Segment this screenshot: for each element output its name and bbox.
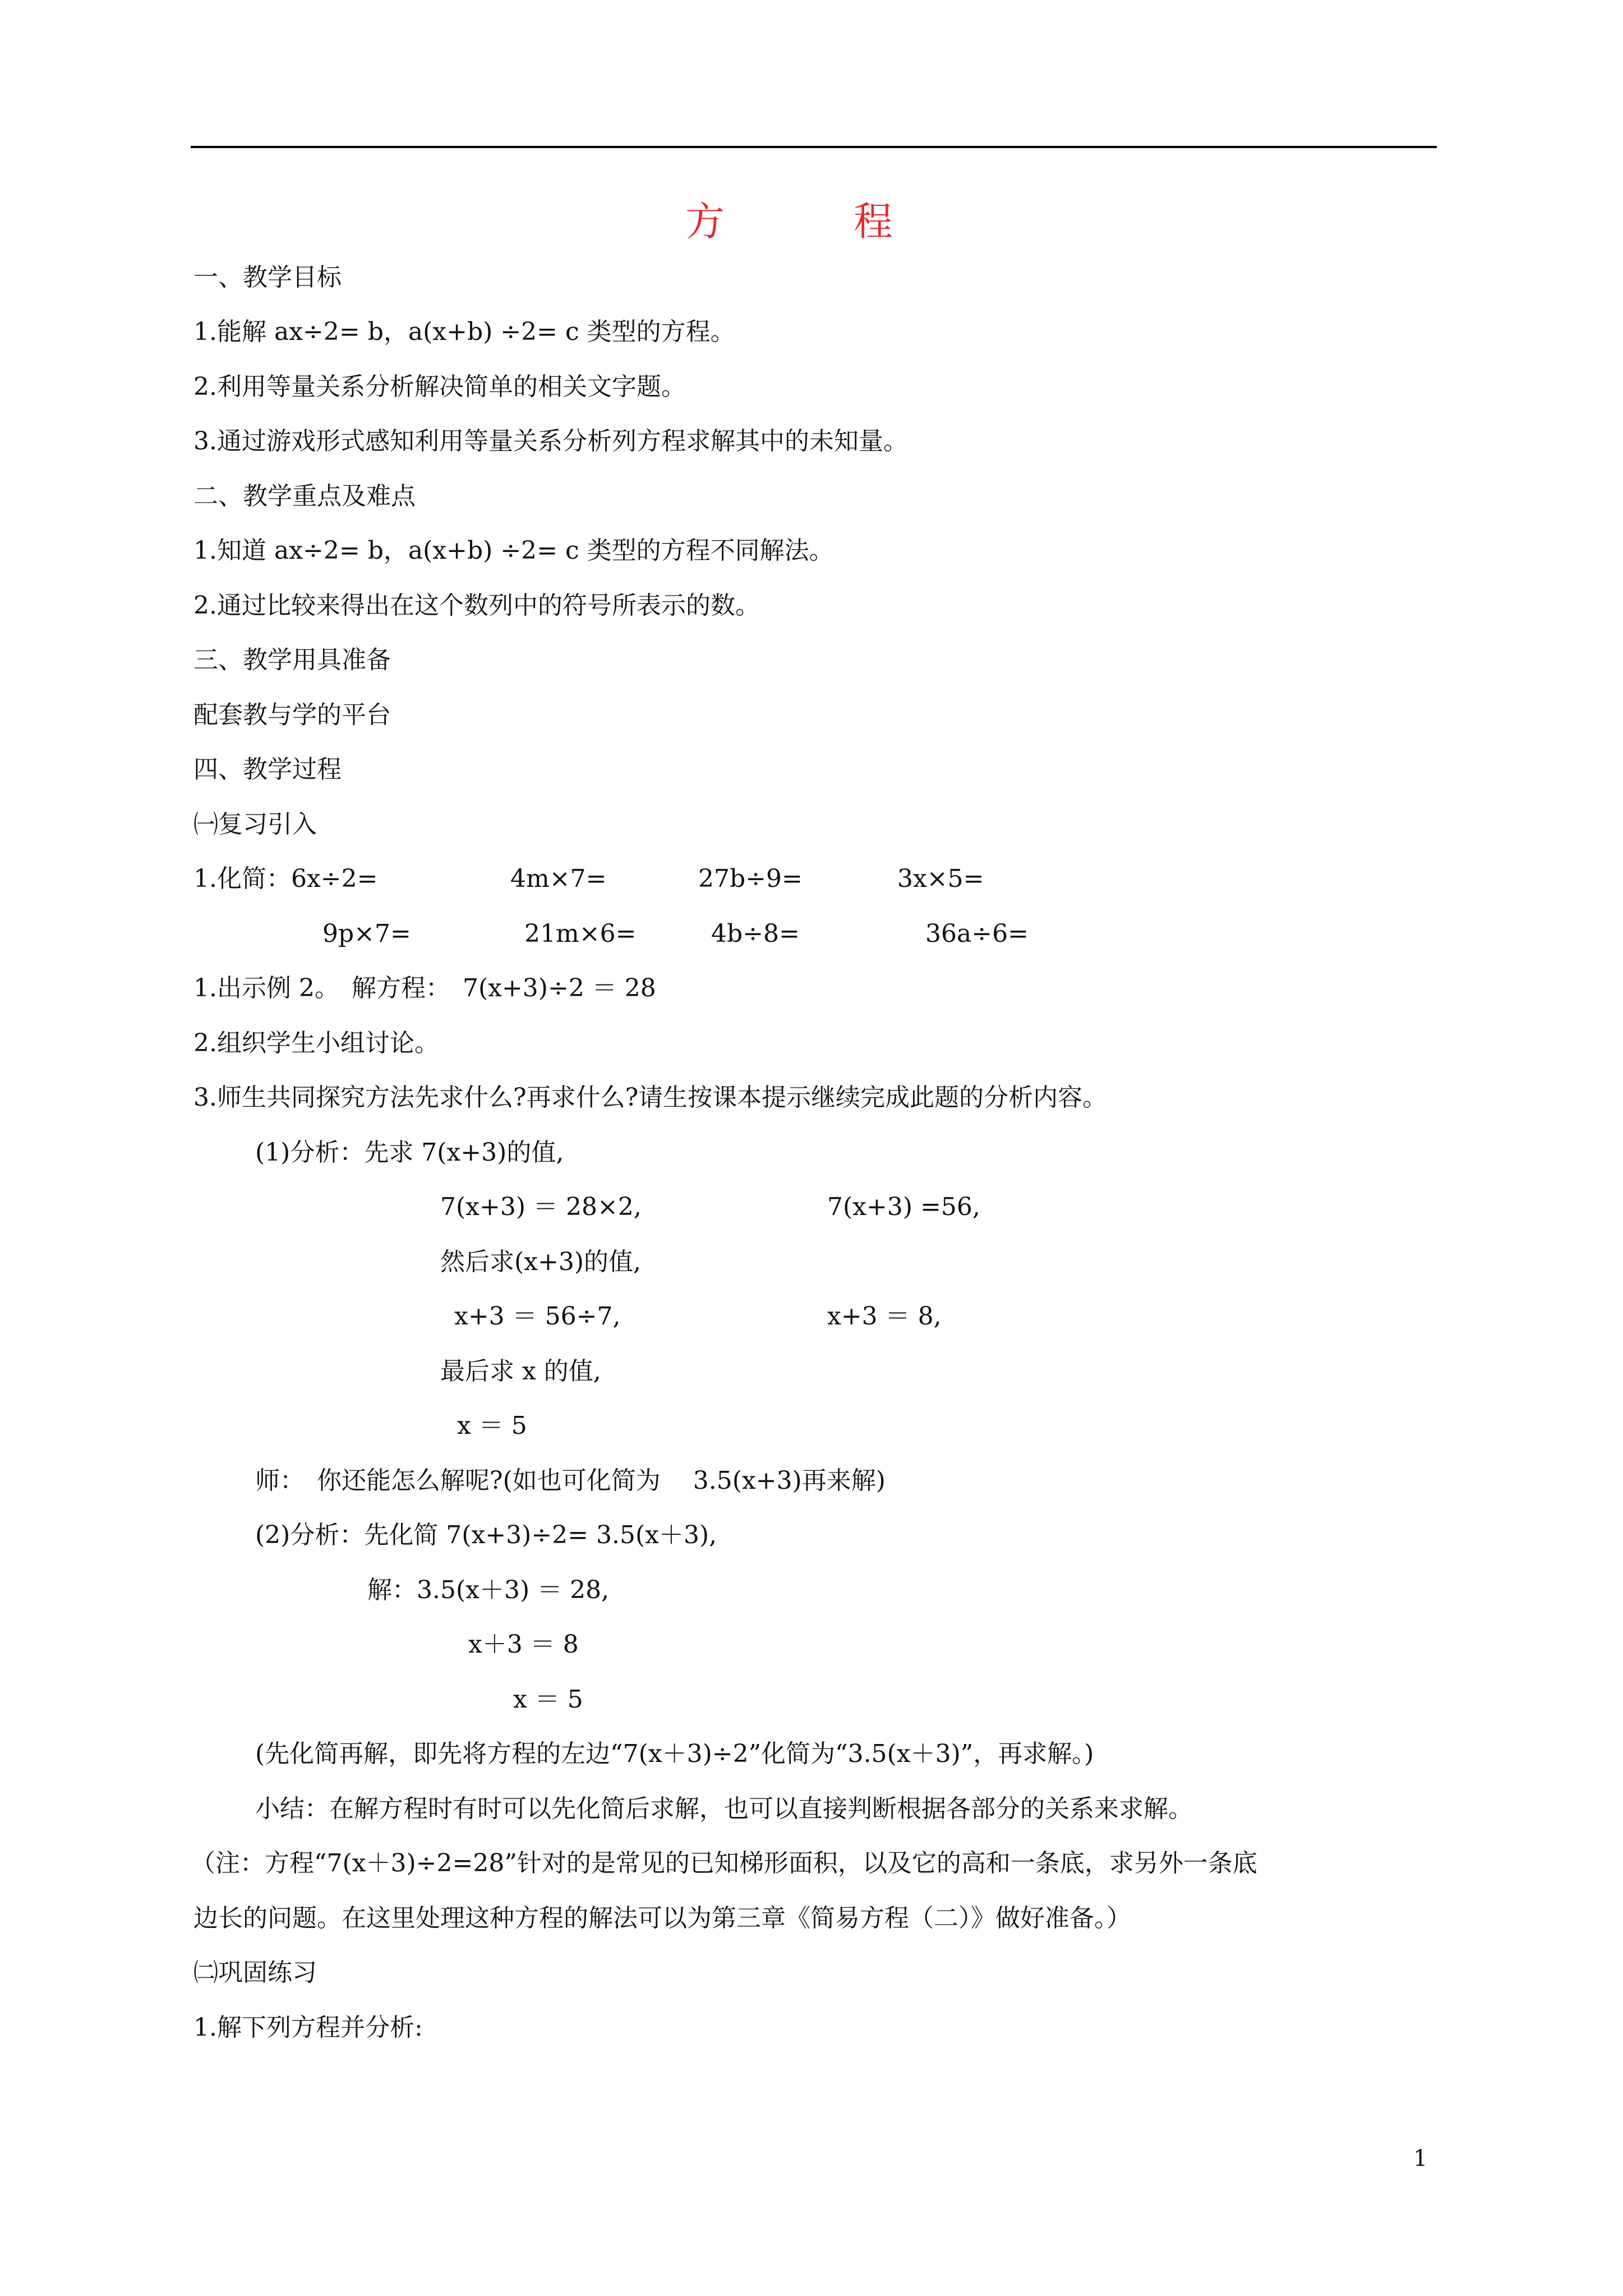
summary: 小结：在解方程时有时可以先化简后求解，也可以直接判断根据各部分的关系来求解。 bbox=[255, 1795, 1193, 1823]
simplify-expression: 21m×6= bbox=[524, 919, 637, 948]
section-heading-key-points: 二、教学重点及难点 bbox=[193, 482, 416, 510]
section-heading-tools: 三、教学用具准备 bbox=[193, 646, 391, 674]
section-heading-process: 四、教学过程 bbox=[193, 755, 342, 784]
note-line-1: （注：方程“7(x＋3)÷2=28”针对的是常见的已知梯形面积，以及它的高和一条底，求另外一条底 bbox=[191, 1849, 1257, 1878]
tools-text: 配套教与学的平台 bbox=[193, 701, 391, 729]
analysis-1: (1)分析：先求 7(x+3)的值, bbox=[255, 1138, 564, 1167]
page-number: 1 bbox=[1413, 2146, 1428, 2171]
step-line: x+3 ＝ 8, bbox=[827, 1302, 942, 1331]
section-heading-goals: 一、教学目标 bbox=[193, 263, 342, 292]
step-line: 最后求 x 的值, bbox=[440, 1357, 601, 1386]
step-line: x+3 ＝ 56÷7, bbox=[454, 1302, 621, 1331]
key-point-1: 1.知道 ax÷2= b，a(x+b) ÷2= c 类型的方程不同解法。 bbox=[193, 536, 834, 565]
simplify-expression: 3x×5= bbox=[897, 864, 984, 893]
simplify-note: (先化简再解，即先将方程的左边“7(x＋3)÷2”化简为“3.5(x＋3)”，再求解。) bbox=[255, 1740, 1094, 1768]
example-line-2: 2.组织学生小组讨论。 bbox=[193, 1029, 439, 1057]
simplify-expression: 9p×7= bbox=[322, 919, 411, 948]
page-title: 方 程 bbox=[685, 199, 938, 245]
note-line-2: 边长的问题。在这里处理这种方程的解法可以为第三章《简易方程（二）》做好准备。） bbox=[193, 1904, 1131, 1932]
step-line: 7(x+3) =56, bbox=[827, 1193, 980, 1221]
step-line: x ＝ 5 bbox=[457, 1411, 527, 1440]
subsection-practice: ㈡巩固练习 bbox=[193, 1958, 317, 1987]
simplify-expression: 4m×7= bbox=[510, 864, 607, 893]
header-rule bbox=[191, 146, 1437, 148]
simplify-label: 1.化简：6x÷2= bbox=[193, 864, 378, 893]
subsection-review: ㈠复习引入 bbox=[193, 810, 317, 839]
practice-line-1: 1.解下列方程并分析: bbox=[193, 2013, 423, 2042]
key-point-2: 2.通过比较来得出在这个数列中的符号所表示的数。 bbox=[193, 591, 760, 620]
step-line: 7(x+3) ＝ 28×2, bbox=[440, 1193, 642, 1221]
analysis-2: (2)分析：先化简 7(x+3)÷2= 3.5(x＋3), bbox=[255, 1521, 717, 1549]
example-line-3: 3.师生共同探究方法先求什么?再求什么?请生按课本提示继续完成此题的分析内容。 bbox=[193, 1083, 1108, 1112]
solution-line: x＋3 ＝ 8 bbox=[468, 1630, 579, 1659]
solution-line: 解：3.5(x＋3) ＝ 28, bbox=[367, 1576, 610, 1604]
step-line: 然后求(x+3)的值, bbox=[440, 1248, 641, 1276]
goal-1: 1.能解 ax÷2= b，a(x+b) ÷2= c 类型的方程。 bbox=[193, 318, 735, 346]
example-line-1: 1.出示例 2。 解方程： 7(x+3)÷2 ＝ 28 bbox=[193, 974, 656, 1002]
teacher-prompt: 师： 你还能怎么解呢?(如也可化简为 3.5(x+3)再来解) bbox=[255, 1466, 886, 1495]
simplify-expression: 27b÷9= bbox=[698, 864, 803, 893]
simplify-expression: 36a÷6= bbox=[925, 919, 1029, 948]
solution-line: x ＝ 5 bbox=[513, 1685, 583, 1714]
goal-2: 2.利用等量关系分析解决简单的相关文字题。 bbox=[193, 372, 686, 401]
goal-3: 3.通过游戏形式感知利用等量关系分析列方程求解其中的未知量。 bbox=[193, 427, 908, 455]
simplify-expression: 4b÷8= bbox=[711, 919, 800, 948]
